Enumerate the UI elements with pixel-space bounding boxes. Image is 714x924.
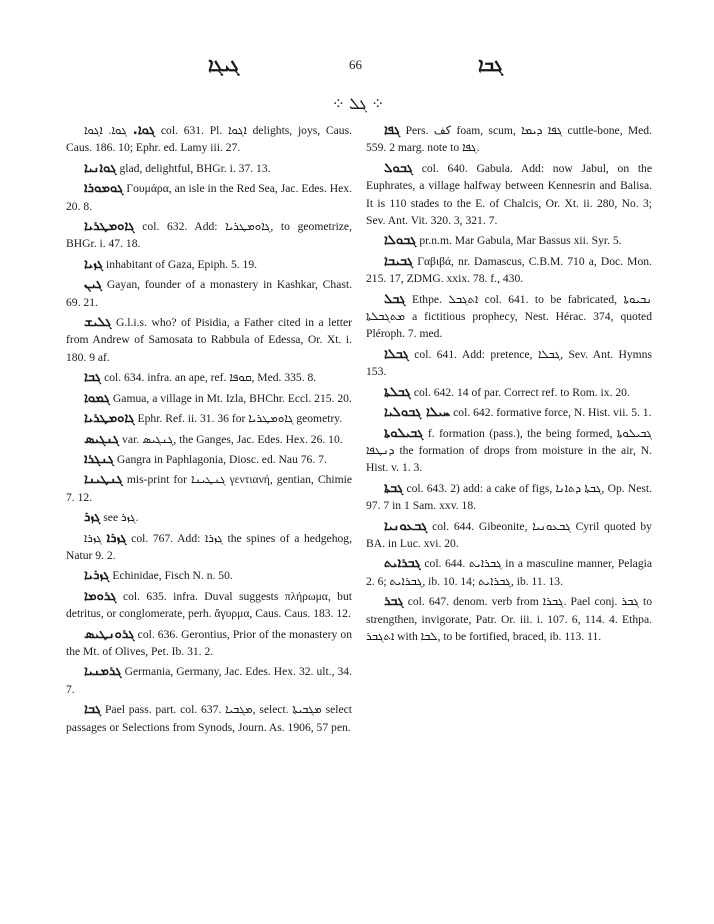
entry-headword: ܓܙܪ [84, 510, 101, 526]
section-ornament: ⁘ ܓܠ ⁘ [331, 96, 385, 113]
entry-headword: ܓܘܐ. [132, 123, 156, 138]
dictionary-entry [66, 701, 352, 736]
entry-text: Ephr. Ref. ii. 31. 36 for ܓܐܘܡܛܪܝܐ geometry. [137, 412, 343, 426]
dictionary-entry [66, 567, 352, 584]
entry-text: col. 641. Add: pretence, ܓܒܠܐ, Sev. Ant. Hymns 153. [366, 347, 652, 379]
dictionary-entry [366, 232, 652, 249]
entry-text: G.l.i.s. who? of Pisidia, a Father cited in a letter from Andrew of Samosata to Rabbula of Edessa, Or. Xt. i. 180. 9 af. [66, 316, 353, 364]
entry-text: f. formation (pass.), the being formed, ܓܒܝܠܘܬܐ ܕܢܛܦܐ the formation of drops from moisture in the air, N. Hist. v. 1. 3. [366, 426, 652, 475]
right-column [366, 122, 652, 648]
entry-headword: ܓܙܪܝܐ [84, 568, 110, 584]
dictionary-entry [366, 404, 652, 421]
entry-headword: ܓܒܘܠܐ [384, 233, 417, 249]
entry-text: col. 632. Add: ܓܐܘܡܛܪܝܐ, to geometrize, BHGr. i. 47. 18. [66, 220, 352, 251]
entry-headword: ܓܐܘܡܛܪܝܐ [84, 219, 135, 235]
entry-text: Pers. كف foam, scum, ܓܦܐ ܕܝܡܐ cuttle-bone, Med. 559. 2 marg. note to ܓܦܐ. [366, 124, 653, 155]
entry-headword: ܓܘܡܘܪܐ [84, 181, 124, 197]
entry-headword: ܓܪܘܢܛܝܣ [84, 626, 135, 642]
entry-headword: ܓܪܡܢܝܐ [84, 664, 122, 680]
entry-text: inhabitant of Gaza, Epiph. 5. 19. [106, 257, 258, 271]
entry-text: pr.n.m. Mar Gabula, Mar Bassus xii. Syr. 5. [419, 234, 622, 248]
entry-text: col. 642. formative force, N. Hist. vii. 5. 1. [453, 406, 652, 420]
dictionary-entry [66, 180, 352, 215]
entry-text: var. ܓܢܓܝܣ, the Ganges, Jac. Edes. Hex. 26. 10. [122, 432, 343, 446]
entry-text: Gamua, a village in Mt. Izla, BHChr. Eccl. 215. 20. [112, 391, 352, 405]
dictionary-entry [366, 384, 652, 401]
dictionary-entry [366, 122, 652, 157]
entry-text: Echinidae, Fisch N. n. 50. [112, 569, 233, 583]
dictionary-entry [366, 518, 652, 553]
dictionary-entry [66, 314, 352, 366]
entry-text: ܓܙܪܐ col. 767. Add: ܓܙܪܐ the spines of a hedgehog, Natur 9. 2. [66, 531, 352, 562]
entry-text: Germania, Germany, Jac. Edes. Hex. 32. ult., 34. 7. [66, 665, 352, 696]
dictionary-entry [366, 346, 652, 381]
entry-headword: ܓܠܝܫ [84, 315, 112, 331]
entry-text: col. 647. denom. verb from ܓܒܪܐ. Pael conj. ܓܒܪ to strengthen, invigorate, Patr. Or. iii. i. 107. 6, 114. 4. Ethpa. ܐܬܓܒܪ with ܠܒܐ, to be fortified, braced, ib. 113. 11. [366, 595, 653, 643]
entry-headword: ܓܒܬܐ [384, 480, 404, 496]
entry-text: ܓܘܐ. ܐܓܘܐ col. 631. Pl. ܐܓܘܐ delights, joys, Caus. Caus. 186. 10; Ephr. ed. Lamy iii. 27. [66, 124, 352, 155]
entry-headword: ܓܒܐ [84, 370, 102, 386]
entry-text: see ܓܙܪ. [103, 511, 139, 525]
dictionary-entry [66, 276, 352, 311]
entry-headword: ܓܒܝܒܐ [384, 253, 414, 269]
dictionary-entry [66, 390, 352, 407]
entry-headword: ܓܒܥܘܢܝܐ [384, 518, 428, 534]
entry-headword: ܓܢܓܪܐ [84, 451, 115, 467]
entry-text: Gayan, founder of a monastery in Kashkar, Chast. 69. 21. [66, 278, 352, 309]
dictionary-entry [66, 471, 352, 506]
dictionary-entry [66, 509, 352, 526]
entry-text: col. 634. infra. an ape, ref. ܩܘܦܐ, Med. 335. 8. [104, 371, 317, 385]
entry-headword: ܓܙܪܐ [106, 530, 127, 546]
entry-text: Ethpe. ܐܬܓܒܠ col. 641. to be fabricated, ܢܒܝܘܬܐ ܡܬܓܒܠܬܐ a fictitious prophecy, Nest. Hérac. 374, quoted Pléroph. 7. med. [366, 292, 652, 341]
entry-headword: ܓܒܘܠ [384, 160, 413, 176]
entry-text: col. 640. Gabula. Add: now Jabul, on the Euphrates, a village halfway between Kennesrin and Balisa. It is 110 stades to the E. of Chalcis, Or. Xt. ii. 280, No. 3; Sev. Ant. Vit. 320. 3, 321. 7. [366, 161, 652, 228]
entry-headword: ܓܒܝܠܘܬܐ [384, 425, 424, 441]
entry-headword: ܓܐܘܡܛܪܝܐ [84, 411, 135, 427]
dictionary-entry [66, 663, 352, 698]
entry-headword: ܓܒܠܐ [384, 346, 409, 362]
entry-headword: ܚܝܠܐ ܓܒܘܠܝܐ [384, 405, 451, 421]
entry-headword: ܓܢܓܝܣ [84, 431, 120, 447]
entry-text: col. 642. 14 of par. Correct ref. to Rom. ix. 20. [413, 385, 630, 399]
entry-headword: ܓܘܐܢܝܐ [84, 160, 117, 176]
left-column [66, 122, 352, 739]
entry-headword: ܓܦܐ [384, 123, 401, 138]
dictionary-entry [366, 253, 652, 288]
page-number: 66 [349, 57, 362, 72]
dictionary-entry [66, 160, 352, 177]
dictionary-entry [66, 256, 352, 273]
entry-text: col. 636. Gerontius, Prior of the monastery on the Mt. of Olives, Pet. Ib. 31. 2. [66, 627, 352, 658]
entry-headword: ܓܒܪܐܝܬ [384, 556, 421, 572]
dictionary-entry [66, 626, 352, 661]
entry-text: mis-print for ܓܢܛܝܢܐ γεντιανή, gentian, Chimie 7. 12. [66, 473, 353, 504]
entry-text: Γουμάρα, an isle in the Red Sea, Jac. Edes. Hex. 20. 8. [66, 182, 352, 213]
entry-text: col. 643. 2) add: a cake of figs, ܓܒܬܐ ܕܬܐܢܐ, Op. Nest. 97. 7 in 1 Sam. xxv. 18. [366, 481, 653, 513]
dictionary-entry [66, 530, 352, 565]
entry-headword: ܓܒܠܬܐ [384, 384, 411, 400]
entry-text: Pael pass. part. col. 637. ܡܓܒܝܐ, select. ܡܓܒܝܬܐ select passages or Selections from Synods, Journ. As. 1906, 57 pen. [66, 703, 352, 734]
running-header [0, 55, 714, 79]
entry-headword: ܓܡܘܐ [84, 390, 111, 406]
entry-headword: ܓܙܝܐ [84, 256, 104, 272]
dictionary-entry [366, 291, 652, 343]
dictionary-entry [366, 425, 652, 477]
entry-text: Γαβιβά, nr. Damascus, C.B.M. 710 a, Doc. Mon. 215. 17, ZDMG. xxix. 78. f., 430. [366, 254, 652, 286]
entry-text: col. 644. Gibeonite, ܓܒܥܘܢܝܐ Cyril quoted by BA. in Luc. xvi. 20. [366, 519, 652, 550]
entry-text: glad, delightful, BHGr. i. 37. 13. [119, 161, 271, 175]
entry-headword: ܓܒܐ [84, 702, 102, 718]
entry-text: col. 644. ܓܒܪܐܝܬ in a masculine manner, Pelagia 2. 6; ܓܒܪܐܝܬ, ib. 10. 14; ܓܒܪܐܝܬ, ib. 11. 13. [366, 557, 652, 588]
dictionary-entry [66, 431, 352, 448]
dictionary-entry [66, 451, 352, 468]
dictionary-entry [366, 160, 652, 230]
entry-headword: ܓܒܪ [384, 594, 404, 610]
dictionary-entry [66, 122, 352, 157]
entry-headword: ܓܪܘܡܐ [84, 588, 117, 604]
dictionary-entry [66, 588, 352, 623]
entry-headword: ܓܢܛܝܢܐ [84, 472, 123, 488]
dictionary-entry [66, 410, 352, 427]
dictionary-entry [66, 369, 352, 386]
dictionary-entry [366, 480, 652, 515]
entry-headword: ܓܒܠ [384, 291, 406, 307]
dictionary-entry [366, 593, 652, 645]
dictionary-entry [366, 555, 652, 590]
header-right-word: ܓܒܐ [478, 55, 504, 76]
dictionary-entry [66, 218, 352, 253]
entry-text: col. 635. infra. Duval suggests πλήρωμα, but detritus, or conglomerate, perh. ἄγυρμα, Caus. Caus. 183. 12. [66, 589, 352, 621]
entry-text: Gangra in Paphlagonia, Diosc. ed. Nau 76. 7. [116, 452, 327, 466]
entry-headword: ܓܝܢ [84, 277, 103, 293]
header-left-word: ܓܝܓܐ [208, 55, 240, 76]
